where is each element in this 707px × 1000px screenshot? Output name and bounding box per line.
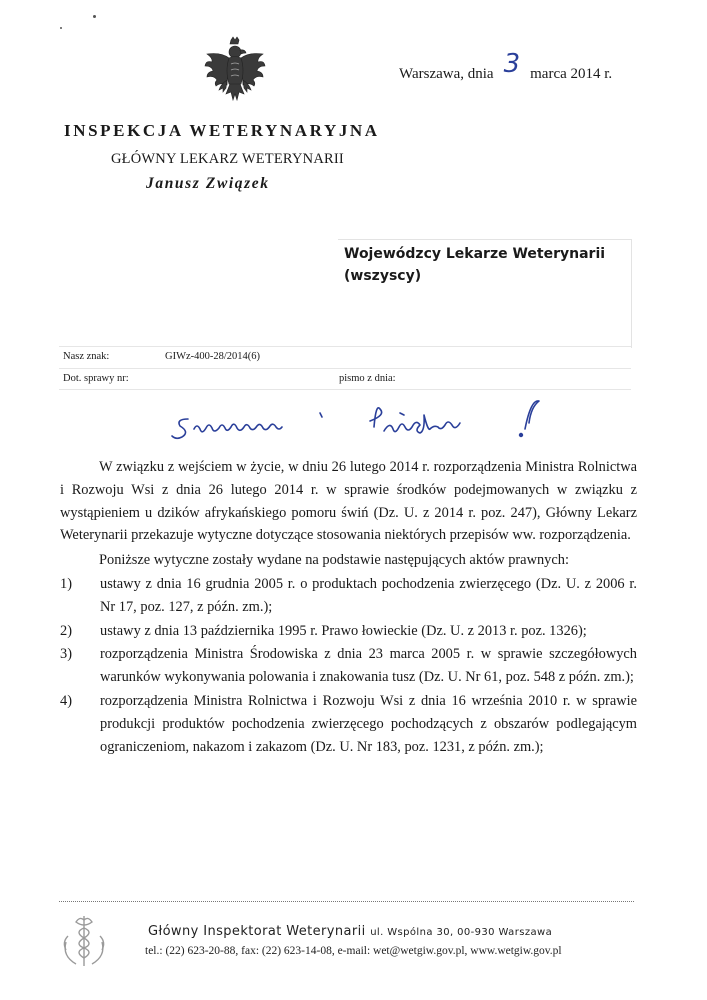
list-item-text: ustawy z dnia 13 października 1995 r. Prawo łowieckie (Dz. U. z 2013 r. poz. 1326);	[100, 622, 587, 639]
our-ref-value: GIWz-400-28/2014(6)	[165, 351, 261, 362]
list-item-number: 3)	[60, 646, 72, 663]
list-item	[60, 573, 637, 619]
case-number-label: Dot. sprawy nr:	[63, 373, 129, 384]
footer-contact: tel.: (22) 623-20-88, fax: (22) 623-14-08, e-mail: wet@wetgiw.gov.pl, www.wetgiw.gov.pl	[145, 945, 562, 957]
footer-address: ul. Wspólna 30, 00-930 Warszawa	[370, 927, 553, 938]
caduceus-logo-icon	[60, 912, 108, 968]
list-item	[60, 620, 637, 643]
addressee	[344, 243, 605, 287]
letter-date-label: pismo z dnia:	[339, 373, 396, 384]
date-line	[399, 49, 613, 85]
list-item	[60, 643, 637, 689]
letter-body	[60, 456, 637, 758]
list-item-number: 4)	[60, 692, 72, 709]
handwritten-salutation	[170, 393, 570, 455]
addressee-line-2: (wszyscy)	[344, 268, 422, 284]
list-item-number: 1)	[60, 575, 72, 592]
addressee-line-1: Wojewódzcy Lekarze Weterynarii	[344, 246, 606, 262]
list-item-text: rozporządzenia Ministra Rolnictwa i Rozwoju Wsi z dnia 16 września 2010 r. w sprawie produkcji produktów pochodzenia zwierzęcego pochodzących z obszarów podlegającym ograniczeniom, nakazom i zakazom (Dz. U. Nr 183, poz. 1231, z późn. zm.);	[100, 692, 637, 755]
date-prefix: Warszawa, dnia	[399, 66, 494, 82]
date-month-year: marca 2014 r.	[530, 66, 613, 82]
our-ref-label: Nasz znak:	[63, 351, 110, 362]
scan-speck	[93, 15, 96, 18]
eagle-emblem-icon	[204, 36, 266, 112]
footer-org-name: Główny Inspektorat Weterynarii	[148, 924, 366, 939]
sender-position: GŁÓWNY LEKARZ WETERYNARII	[111, 151, 344, 167]
sender-name: Janusz Związek	[146, 175, 270, 192]
footer-divider	[59, 901, 634, 902]
body-intro-paragraph: W związku z wejściem w życie, w dniu 26 lutego 2014 r. rozporządzenia Ministra Rolnictwa i Rozwoju Wsi z dnia 26 lutego 2014 r. w sprawie środków podejmowanych w związku z wystąpieniem u dzików afrykańskiego pomoru świń (Dz. U. z 2014 r. poz. 247), Główny Lekarz Weterynarii przekazuje wytyczne dotyczące stosowania niektórych przepisów ww. rozporządzenia.	[60, 459, 637, 544]
reference-row	[59, 346, 631, 367]
date-day-handwritten: 3	[503, 49, 521, 79]
institution-name: INSPEKCJA WETERYNARYJNA	[64, 121, 380, 140]
list-item-text: ustawy z dnia 16 grudnia 2005 r. o produktach pochodzenia zwierzęcego (Dz. U. z 2006 r. Nr 17, poz. 127, z późn. zm.);	[100, 575, 637, 615]
body-legal-basis-paragraph: Poniższe wytyczne zostały wydane na podstawie następujących aktów prawnych:	[99, 552, 569, 569]
case-row	[59, 368, 631, 390]
list-item	[60, 690, 637, 758]
footer-organization	[148, 924, 552, 939]
list-item-number: 2)	[60, 622, 72, 639]
scan-speck	[60, 27, 62, 29]
list-item-text: rozporządzenia Ministra Środowiska z dnia 23 marca 2005 r. w sprawie szczegółowych warunków wykonywania polowania i znakowania tusz (Dz. U. Nr 61, poz. 548 z późn. zm.);	[100, 646, 637, 686]
